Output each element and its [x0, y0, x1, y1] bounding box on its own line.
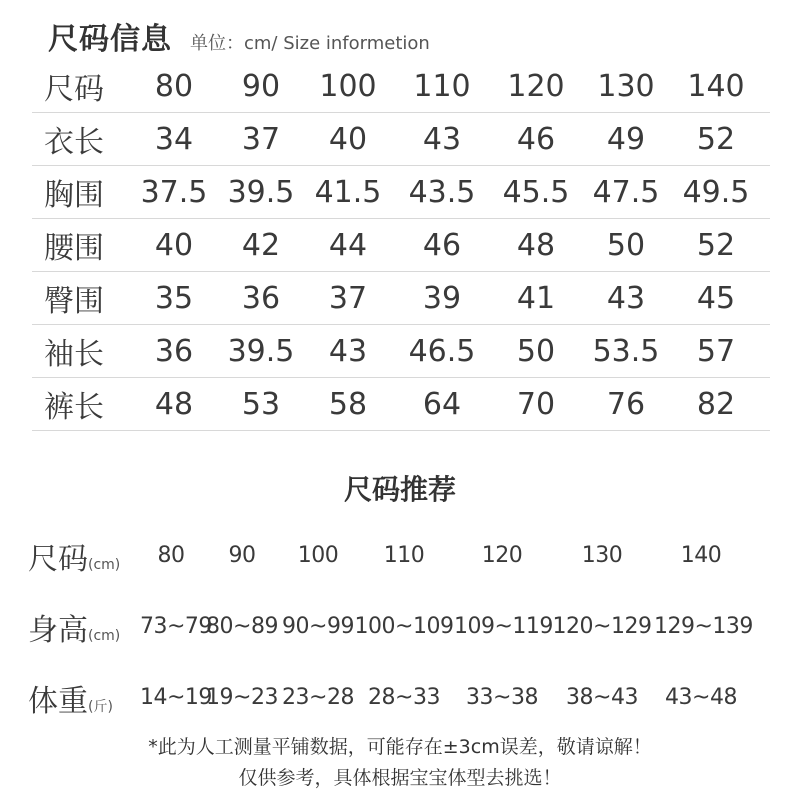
table-cell: 43 — [422, 121, 462, 157]
row-label: 尺码 — [44, 72, 104, 107]
table-cell: 73~79 — [140, 614, 212, 639]
table-row — [32, 272, 770, 325]
table-row — [28, 520, 773, 591]
row-label: 袖长 — [44, 337, 104, 372]
disclaimer-note: *此为人工测量平铺数据，可能存在±3cm误差，敬请谅解！ — [148, 736, 652, 758]
table-cell: 109~119 — [454, 614, 553, 639]
table-cell: 100 — [319, 68, 377, 104]
table-cell: 80 — [157, 543, 185, 568]
reference-note: 仅供参考，具体根据宝宝体型去挑选！ — [238, 767, 562, 789]
table-cell: 37.5 — [140, 174, 208, 210]
table-cell: 46.5 — [408, 333, 476, 369]
table-cell: 33~38 — [466, 685, 538, 710]
table-cell: 49 — [606, 121, 646, 157]
table-cell: 110 — [383, 543, 425, 568]
table-cell: 129~139 — [654, 614, 753, 639]
recommend-title: 尺码推荐 — [343, 473, 456, 506]
table-cell: 39 — [422, 280, 462, 316]
table-cell: 47.5 — [592, 174, 660, 210]
table-cell: 48 — [154, 386, 194, 422]
table-cell: 43.5 — [408, 174, 476, 210]
table-cell: 64 — [422, 386, 462, 422]
table-cell: 52 — [696, 121, 736, 157]
row-label — [28, 605, 140, 649]
table-cell: 38~43 — [566, 685, 638, 710]
table-row — [32, 378, 770, 431]
table-cell: 35 — [154, 280, 194, 316]
table-cell: 41 — [516, 280, 556, 316]
table-row — [28, 662, 773, 733]
unit-label: 单位：cm/ Size informetion — [190, 33, 430, 54]
table-cell: 140 — [687, 68, 745, 104]
table-cell: 19~23 — [206, 685, 278, 710]
table-cell: 82 — [696, 386, 736, 422]
table-row — [32, 113, 770, 166]
table-cell: 80~89 — [206, 614, 278, 639]
table-cell: 52 — [696, 227, 736, 263]
row-label: 裤长 — [44, 390, 104, 425]
table-cell: 140 — [680, 543, 722, 568]
row-label: 臀围 — [44, 284, 104, 319]
table-row — [28, 591, 773, 662]
table-cell: 23~28 — [282, 685, 354, 710]
table-cell: 120 — [481, 543, 523, 568]
table-cell: 36 — [154, 333, 194, 369]
table-cell: 43~48 — [665, 685, 737, 710]
size-table — [32, 60, 770, 431]
row-label: 衣长 — [44, 125, 104, 160]
row-label-main: 体重 — [28, 683, 88, 719]
row-label — [28, 534, 140, 578]
row-label: 腰围 — [44, 231, 104, 266]
table-cell: 37 — [328, 280, 368, 316]
recommend-table — [28, 520, 773, 733]
table-cell: 90 — [228, 543, 256, 568]
table-cell: 110 — [413, 68, 471, 104]
row-label-main: 尺码 — [28, 541, 88, 577]
table-cell: 37 — [241, 121, 281, 157]
row-label — [28, 676, 140, 720]
table-cell: 46 — [516, 121, 556, 157]
table-cell: 120~129 — [552, 614, 652, 639]
table-cell: 49.5 — [682, 174, 750, 210]
table-cell: 40 — [328, 121, 368, 157]
table-cell: 58 — [328, 386, 368, 422]
table-cell: 120 — [507, 68, 565, 104]
table-row — [32, 60, 770, 113]
table-cell: 57 — [696, 333, 736, 369]
table-cell: 34 — [154, 121, 194, 157]
row-label-unit: (cm) — [88, 627, 121, 644]
table-cell: 100~109 — [354, 614, 454, 639]
table-cell: 80 — [154, 68, 194, 104]
table-cell: 41.5 — [314, 174, 382, 210]
table-cell: 36 — [241, 280, 281, 316]
table-cell: 14~19 — [140, 685, 212, 710]
table-cell: 53.5 — [592, 333, 660, 369]
table-cell: 46 — [422, 227, 462, 263]
table-cell: 76 — [606, 386, 646, 422]
row-label-unit: (cm) — [88, 556, 121, 573]
table-cell: 42 — [241, 227, 281, 263]
table-cell: 28~33 — [368, 685, 440, 710]
row-label-main: 身高 — [28, 612, 88, 648]
size-info-header — [48, 14, 430, 64]
table-cell: 40 — [154, 227, 194, 263]
table-cell: 50 — [516, 333, 556, 369]
row-label-unit: (斤) — [88, 698, 113, 715]
table-cell: 44 — [328, 227, 368, 263]
table-cell: 90~99 — [282, 614, 354, 639]
table-row — [32, 166, 770, 219]
table-cell: 45 — [696, 280, 736, 316]
table-row — [32, 219, 770, 272]
table-cell: 43 — [328, 333, 368, 369]
table-cell: 130 — [597, 68, 655, 104]
table-cell: 130 — [581, 543, 623, 568]
table-cell: 50 — [606, 227, 646, 263]
table-cell: 45.5 — [502, 174, 570, 210]
table-cell: 43 — [606, 280, 646, 316]
table-cell: 100 — [297, 543, 339, 568]
table-cell: 39.5 — [227, 333, 295, 369]
table-cell: 53 — [241, 386, 281, 422]
table-cell: 48 — [516, 227, 556, 263]
table-row — [32, 325, 770, 378]
row-label: 胸围 — [44, 178, 104, 213]
page-title: 尺码信息 — [48, 22, 172, 57]
table-cell: 70 — [516, 386, 556, 422]
table-cell: 39.5 — [227, 174, 295, 210]
table-cell: 90 — [241, 68, 281, 104]
